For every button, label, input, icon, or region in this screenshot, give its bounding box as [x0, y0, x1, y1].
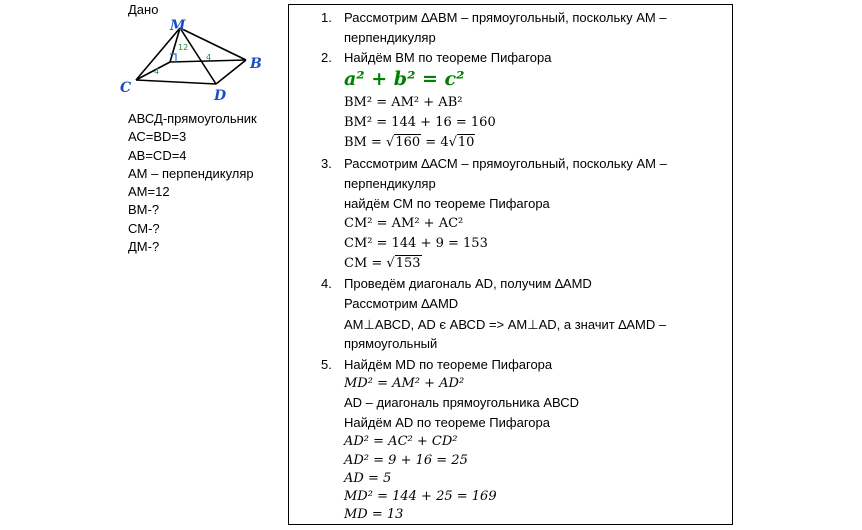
step-1-number: 1.: [321, 10, 332, 25]
given-line: АС=ВD=3: [128, 129, 187, 145]
step-5-equation: AD² = AC² + CD²: [344, 434, 458, 449]
step-1-text: перпендикуляр: [344, 30, 436, 45]
step-5-text: Найдём АD по теореме Пифагора: [344, 415, 550, 430]
step-3-text: перпендикуляр: [344, 176, 436, 191]
step-5-equation: MD = 13: [344, 507, 404, 522]
step-3-equation: CM² = 144 + 9 = 153: [344, 236, 488, 251]
step-5-equation: AD = 5: [344, 471, 392, 486]
step-2-equation: BM² = AM² + AB²: [344, 95, 463, 110]
step-5-number: 5.: [321, 357, 332, 372]
solution-box: [288, 4, 733, 525]
step-4-text: АМ⊥АВСD, АD є АВСD => АМ⊥АD, а значит ∆АМD –: [344, 317, 667, 332]
step-4-text: Проведём диагональ АD, получим ∆АМD: [344, 276, 592, 291]
step-2-equation: BM² = 144 + 16 = 160: [344, 115, 496, 130]
label-d: D: [214, 88, 227, 104]
label-side: 4: [154, 67, 160, 76]
step-5-text: AD – диагональ прямоугольника АВСD: [344, 395, 580, 410]
step-3-number: 3.: [321, 156, 332, 171]
given-line: АМ=12: [128, 184, 170, 200]
given-panel: [0, 0, 280, 530]
label-width: 4: [206, 53, 212, 62]
step-4-text: Рассмотрим ∆АМD: [344, 296, 459, 311]
given-line: АМ – перпендикуляр: [128, 165, 254, 181]
given-line: СМ-?: [128, 220, 160, 236]
radicand: 10: [457, 135, 475, 150]
equation-lhs: BM =: [344, 135, 387, 150]
equation-mid: = 4: [421, 135, 449, 150]
step-5-equation: MD² = AM² + AD²: [344, 376, 465, 391]
label-height: 12: [178, 43, 189, 52]
step-2-number: 2.: [321, 50, 332, 65]
edge-ca: [136, 62, 170, 80]
equation-lhs: CM =: [344, 256, 387, 271]
step-3-equation: CM = √153: [344, 256, 421, 271]
step-3-text: Рассмотрим ∆АСМ – прямоугольный, поскольку АМ –: [344, 156, 667, 171]
step-2-text: Найдём ВМ по теореме Пифагора: [344, 50, 552, 65]
pyramid-figure: [118, 18, 268, 106]
edge-db: [216, 60, 246, 84]
given-line: АВСД-прямоугольник: [128, 111, 257, 126]
radicand: 153: [395, 256, 421, 271]
given-line: ВМ-?: [128, 202, 160, 218]
step-4-text: прямоугольный: [344, 336, 438, 351]
step-3-equation: CM² = AM² + AC²: [344, 216, 464, 231]
step-4-number: 4.: [321, 276, 332, 291]
step-2-equation: BM = √160 = 4√10: [344, 135, 475, 150]
radicand: 160: [395, 135, 421, 150]
label-m: M: [170, 18, 186, 34]
label-c: C: [120, 80, 132, 96]
edge-cd: [136, 80, 216, 84]
pythagorean-formula: a² + b² = c²: [344, 68, 465, 90]
step-5-equation: AD² = 9 + 16 = 25: [344, 453, 468, 468]
step-5-equation: MD² = 144 + 25 = 169: [344, 489, 497, 504]
given-title: Дано: [128, 2, 159, 17]
given-list: [128, 110, 257, 256]
given-line: ДМ-?: [128, 239, 160, 255]
step-3-text: найдём СМ по теореме Пифагора: [344, 196, 550, 211]
label-b: B: [250, 56, 262, 72]
step-1-text: Рассмотрим ∆АВМ – прямоугольный, поскольку АМ –: [344, 10, 667, 25]
given-line: АВ=СD=4: [128, 147, 187, 163]
step-5-text: Найдём МD по теореме Пифагора: [344, 357, 553, 372]
